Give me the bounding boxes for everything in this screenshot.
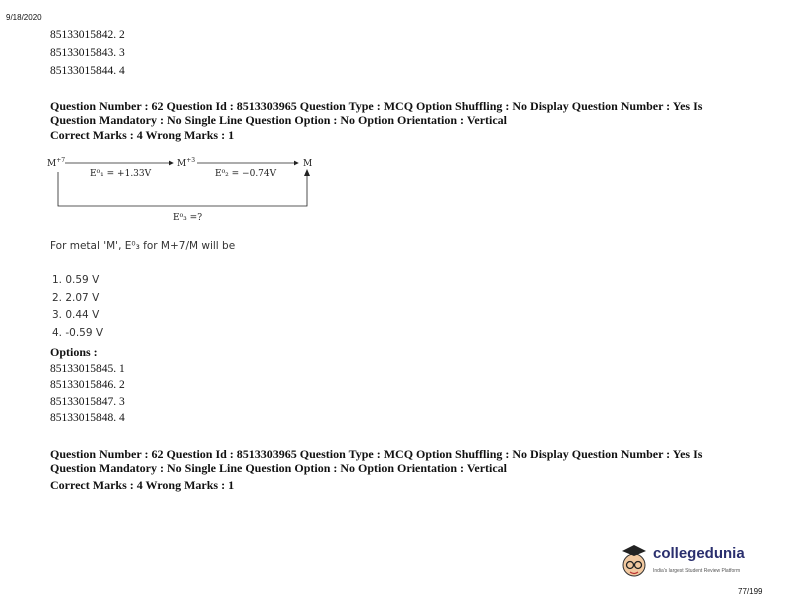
page-number: 77/199 bbox=[738, 587, 763, 596]
choice-item: 4. -0.59 V bbox=[52, 327, 104, 339]
question-meta-line-1: Question Number : 62 Question Id : 8513303965 Question Type : MCQ Option Shuffling : No Display Question Number : Yes Is bbox=[50, 447, 703, 461]
e1-label: E⁰₁ = +1.33V bbox=[90, 169, 152, 179]
e3-label: E⁰₃ =? bbox=[173, 213, 203, 223]
option-id-line: 85133015848. 4 bbox=[50, 412, 125, 424]
option-id-line: 85133015845. 1 bbox=[50, 363, 125, 375]
question-marks: Correct Marks : 4 Wrong Marks : 1 bbox=[50, 128, 235, 142]
question-meta-line-2: Question Mandatory : No Single Line Question Option : No Option Orientation : Vertical bbox=[50, 461, 508, 475]
choice-item: 3. 0.44 V bbox=[52, 309, 100, 321]
e2-label: E⁰₂ = −0.74V bbox=[215, 169, 277, 179]
options-label: Options : bbox=[50, 345, 98, 359]
species-m: M bbox=[303, 159, 313, 169]
choice-item: 2. 2.07 V bbox=[52, 292, 100, 304]
logo-tagline: India's largest Student Review Platform bbox=[653, 568, 741, 574]
question-meta-line-2: Question Mandatory : No Single Line Question Option : No Option Orientation : Vertical bbox=[50, 113, 508, 127]
overall-arrow-head bbox=[304, 169, 310, 176]
choice-item: 1. 0.59 V bbox=[52, 274, 100, 286]
electrode-potential-diagram bbox=[45, 150, 335, 230]
option-id-line: 85133015842. 2 bbox=[50, 29, 125, 41]
logo-wordmark: collegedunia bbox=[653, 545, 745, 562]
option-id-line: 85133015843. 3 bbox=[50, 47, 125, 59]
question-meta-line-1: Question Number : 62 Question Id : 8513303965 Question Type : MCQ Option Shuffling : No Display Question Number : Yes Is bbox=[50, 99, 703, 113]
option-id-line: 85133015846. 2 bbox=[50, 379, 125, 391]
print-date: 9/18/2020 bbox=[6, 13, 42, 22]
option-id-line: 85133015847. 3 bbox=[50, 396, 125, 408]
species-m-plus-3: $M^{+3}$ bbox=[177, 157, 196, 169]
mascot-icon bbox=[618, 541, 652, 581]
question-text: For metal 'M', E⁰₃ for M+7/M will be bbox=[50, 240, 236, 252]
species-m-plus-7: $M^{+7}$ bbox=[47, 157, 66, 169]
question-marks: Correct Marks : 4 Wrong Marks : 1 bbox=[50, 478, 235, 492]
collegedunia-logo bbox=[618, 541, 768, 586]
option-id-line: 85133015844. 4 bbox=[50, 65, 125, 77]
